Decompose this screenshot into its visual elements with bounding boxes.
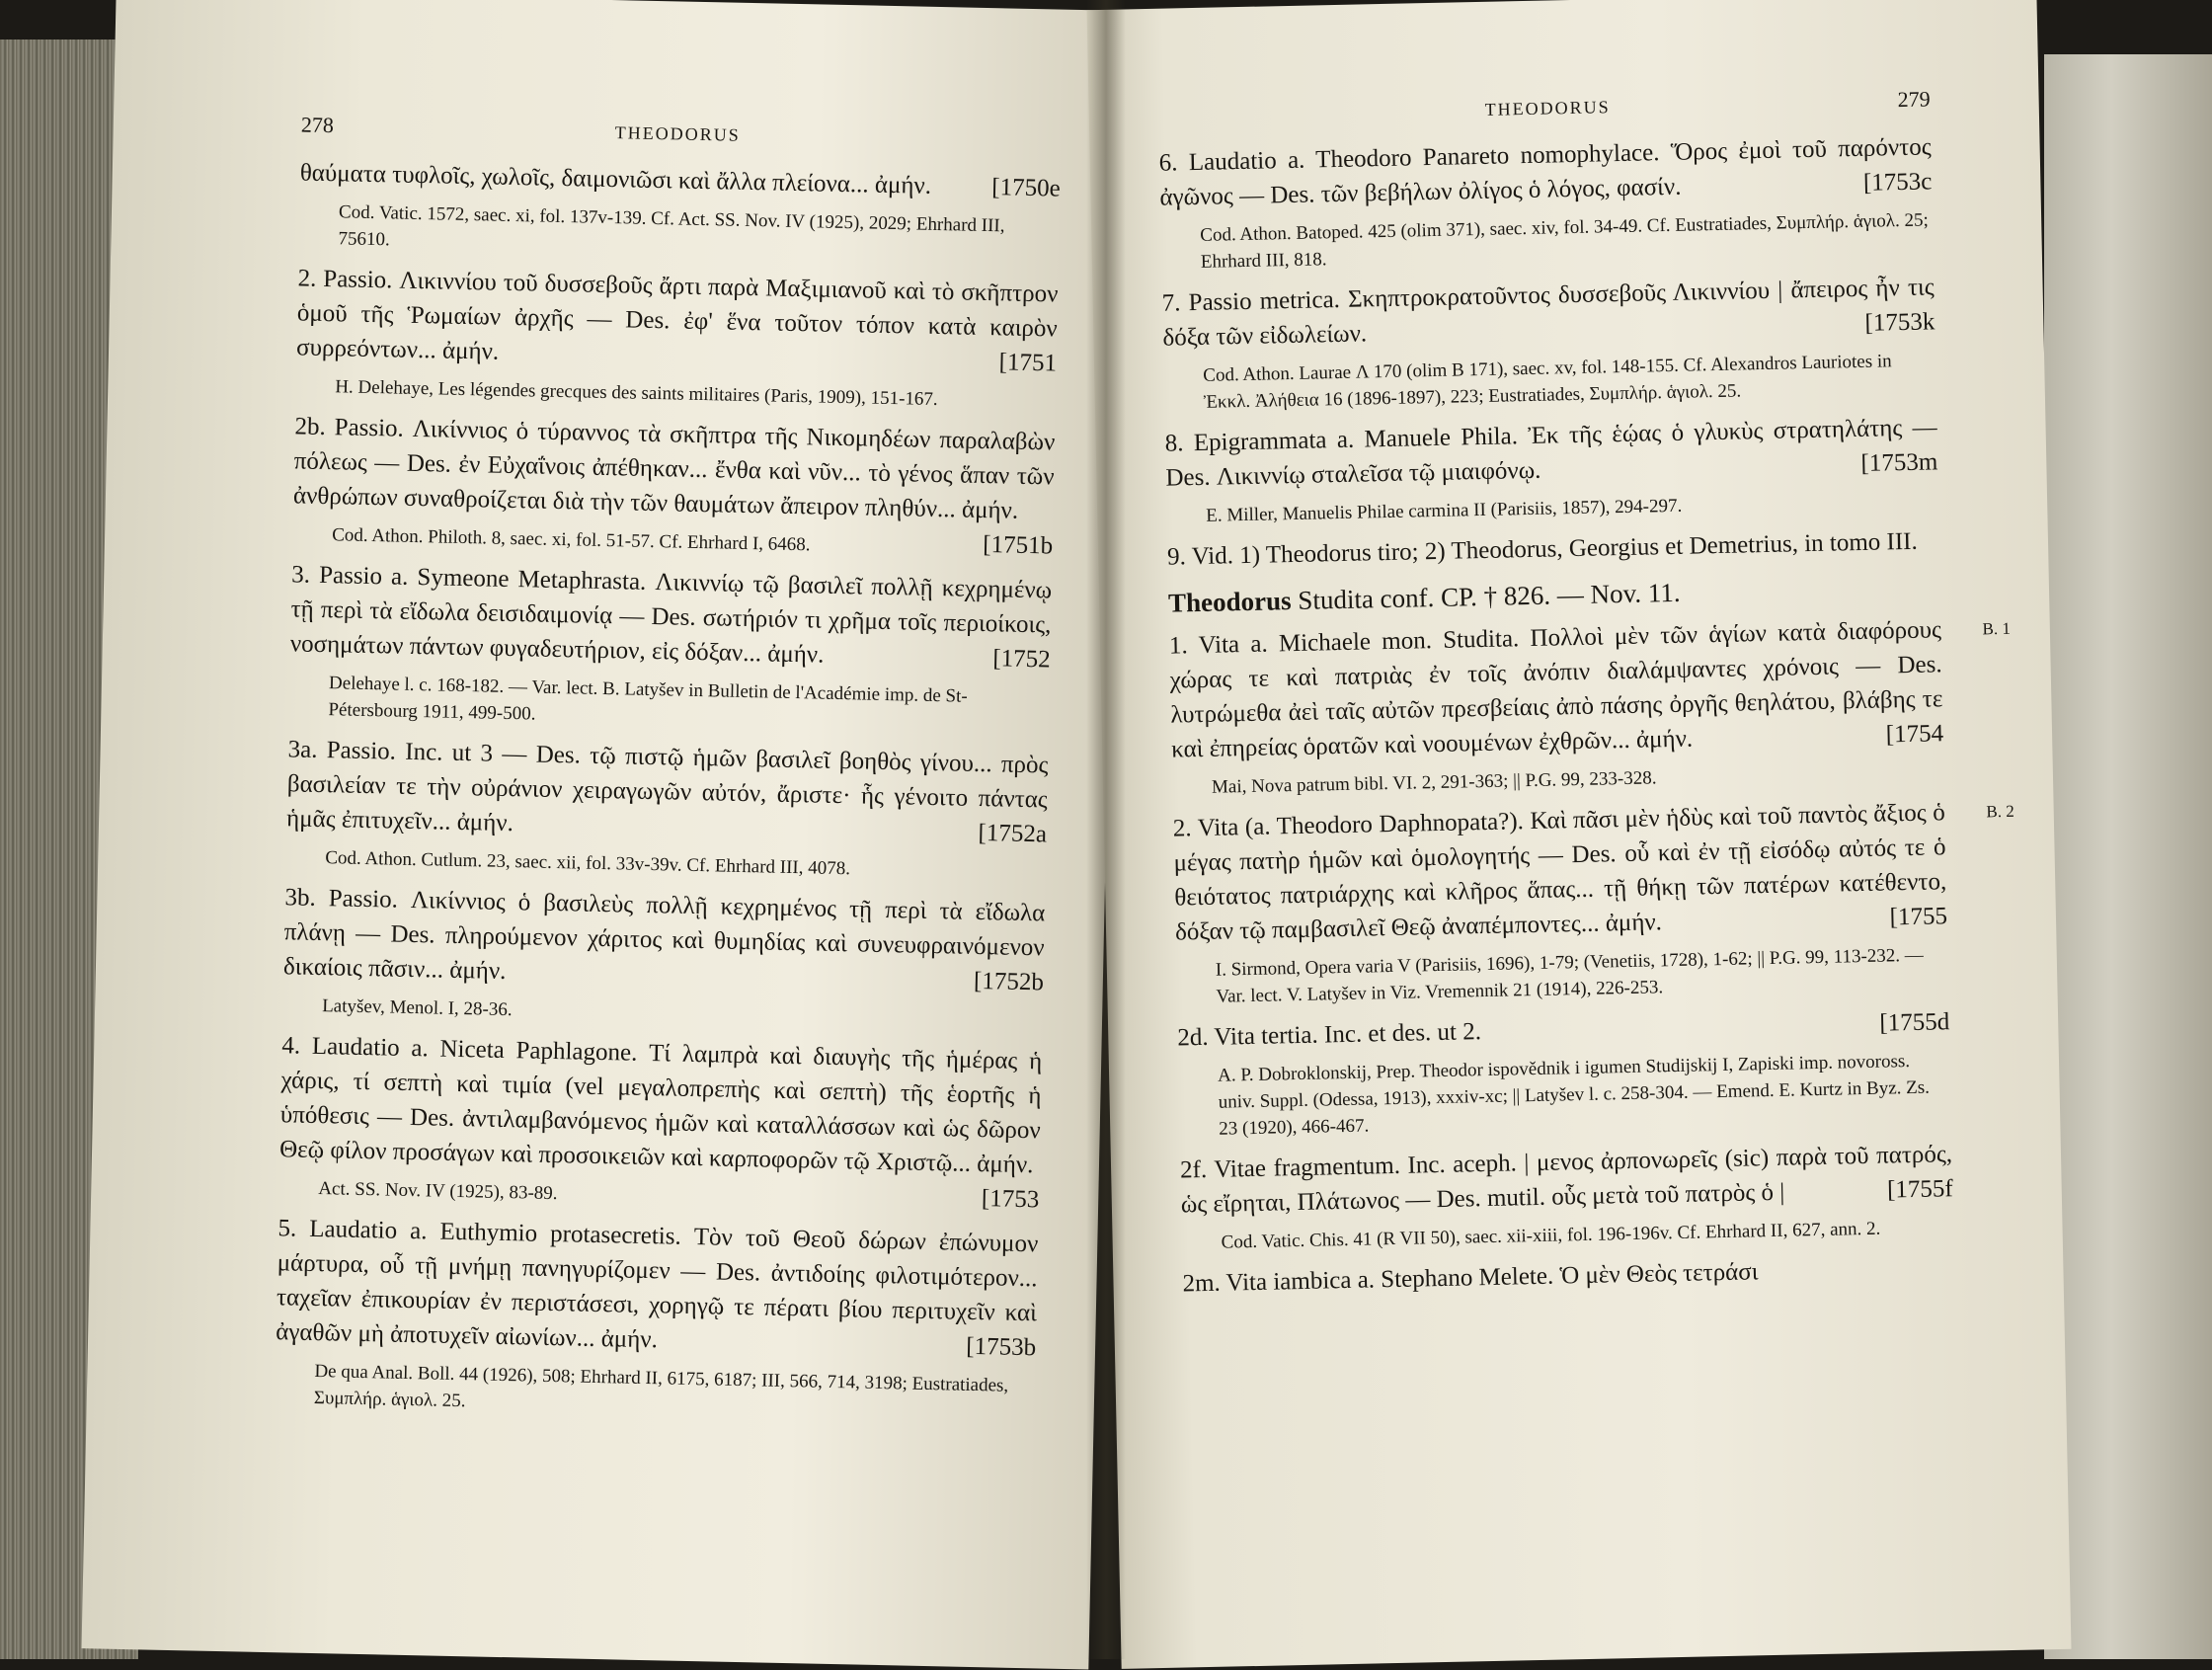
bhg-number: [1753m: [1860, 448, 1938, 477]
bhg-number: [1750e: [991, 174, 1061, 202]
right-running-head: [1157, 86, 1930, 127]
margin-note: B. 1: [1982, 618, 2012, 639]
entry-text: 2b. Passio. Λικίννιος ὁ τύραννος τὰ σκῆπτρα τῆς Νικομηδέων παραλαβὼν πόλεως — Des. ἐν Εὐχαΐνοις ἀπέθηκαν... ἔνθα καὶ νῦν... τὸ γένος ἅπαν τῶν ἀνθρώπων συναθροίζεται διὰ τὴν τῶν θαυμάτων ἄπειρον πληθύν... ἀμήν.: [292, 413, 1056, 524]
entry-reference: Act. SS. Nov. IV (1925), 83-89.: [318, 1178, 558, 1205]
entry-reference: De qua Anal. Boll. 44 (1926), 508; Ehrhard II, 6175, 6187; III, 566, 714, 3198; Eustratiades, Συμπλήρ. ἁγιολ. 25.: [313, 1361, 1009, 1412]
entry-reference: Cod. Athon. Philoth. 8, saec. xi, fol. 51-57. Cf. Ehrhard I, 6468.: [331, 524, 811, 556]
right-page: [1087, 0, 2072, 1669]
catalog-entry: [1168, 612, 2012, 766]
entry-text: 3a. Passio. Inc. ut 3 — Des. τῷ πιστῷ ἡμῶν βασιλεῖ βοηθὸς γίνου... πρὸς βασιλείαν τε τὴν οὐράνιον χειραγωγῶν αὐτόν, ἄριστε· ἧς γένοιτο πάντας ἡμᾶς ἐπιτυχεῖν... ἀμήν.: [285, 736, 1049, 837]
entry-text: 7. Passio metrica. Σκηπτροκρατοῦντος δυσσεβοῦς Λικιννίου | ἄπειρος ἦν τις δόξα τῶν εἰδωλείων.: [1161, 274, 1935, 352]
bhg-number: [1755d: [1879, 1008, 1950, 1037]
catalog-entry: [1158, 129, 1932, 214]
right-entries: [1158, 129, 1939, 574]
entry-text: 6. Laudatio a. Theodoro Panareto nomophylace. Ὅρος ἐμοὶ τοῦ παρόντος ἀγῶνος — Des. τῶν βεβήλων ὀλίγος ὁ λόγος, φασίν.: [1158, 133, 1932, 211]
entry-reference: Cod. Vatic. Chis. 41 (R VII 50), saec. xii-xiii, fol. 196-196v. Cf. Ehrhard II, 627, ann. 2.: [1221, 1218, 1881, 1253]
catalog-entry: [1177, 1004, 1950, 1055]
left-running-head: [301, 112, 1062, 153]
entry-text: 2. Passio. Λικιννίου τοῦ δυσσεβοῦς ἄρτι παρὰ Μαξιμιανοῦ καὶ τὸ σκῆπτρον ὁμοῦ τῆς Ῥωμαίων ἀρχῆς — Des. ἐφ' ἕνα τοῦτον τόπον κατὰ καιρὸν συρρεόντων... ἀμήν.: [295, 265, 1059, 365]
catalog-entry: [1180, 1137, 1953, 1222]
catalog-entry: [299, 155, 1061, 205]
entry-text: 2f. Vitae fragmentum. Inc. aceph. | μενος ἀρπονωρεῖς (sic) παρὰ τοῦ πατρός, ὡς εἴρηται, Πλάτωνος — Des. mutil. οὗς μετὰ τοῦ πατρὸς ὁ |: [1179, 1141, 1953, 1219]
bhg-number: [1753c: [1862, 168, 1933, 197]
entry-reference: Mai, Nova patrum bibl. VI. 2, 291-363; || P.G. 99, 233-328.: [1211, 767, 1657, 798]
right-page-number: 279: [1897, 86, 1931, 113]
bhg-number: [1753: [981, 1185, 1040, 1214]
catalog-entry: [1167, 523, 1940, 574]
right-running-title: THEODORUS: [1484, 97, 1611, 119]
bhg-number: [1753b: [966, 1332, 1037, 1362]
entry-text: 8. Epigrammata a. Manuele Phila. Ἐκ τῆς ἑῴας ὁ γλυκὺς στρατηλάτης — Des. Λικιννίῳ σταλεῖσα τῷ μιαιφόνῳ.: [1164, 414, 1937, 492]
section-heading-name: Theodorus: [1167, 586, 1292, 618]
entry-reference: A. P. Dobroklonskij, Prep. Theodor ispovědnik i igumen Studijskij I, Zapiski imp. novoross. univ. Suppl. (Odessa, 1913), xxxiv-xc; || Latyšev l. c. 258-304. — Emend. E. Kurtz in Byz. Zs. 23 (1920), 466-467.: [1217, 1051, 1931, 1140]
bhg-number: [1755f: [1886, 1175, 1953, 1204]
entry-text: 3b. Passio. Λικίννιος ὁ βασιλεὺς πολλῇ κεχρημένος τῇ περὶ τὰ εἴδωλα πλάνῃ — Des. πληρούμενον χάριτος καὶ θυμηδίας καὶ συνευφραινόμενον δικαίοις πᾶσιν... ἀμήν.: [282, 884, 1046, 985]
section-heading: [1168, 572, 1940, 618]
entry-text: 2. Vita (a. Theodoro Daphnopata?). Καὶ πᾶσι μὲν ἡδὺς καὶ τοῦ παντὸς ἄξιος ὁ μέγας πατὴρ ἡμῶν καὶ ὁμολογητής — Des. οὗ καὶ ἐν τῇ εἰσόδῳ αὐτός τε ὁ θειότατος πατριάρχης καὶ κλῆρος ἅπας... τῇ θήκῃ τῶν πατέρων κατέθεντο, δόξαν τῷ παμβασιλεῖ Θεῷ ἀναπέμποντες... ἀμήν.: [1172, 799, 1947, 946]
bhg-number: [1752a: [978, 819, 1048, 848]
entry-reference: Cod. Athon. Laurae Λ 170 (olim B 171), saec. xv, fol. 148-155. Cf. Alexandros Lauriotes in Ἐκκλ. Ἀλήθεια 16 (1896-1897), 223; Eustratiades, Συμπλήρ. ἁγιολ. 25.: [1203, 351, 1892, 413]
bhg-number: [1753k: [1864, 308, 1936, 337]
entry-text: θαύματα τυφλοῖς, χωλοῖς, δαιμονιῶσι καὶ ἄλλα πλείονα... ἀμήν.: [299, 159, 932, 199]
bhg-number: [1754: [1885, 720, 1944, 749]
bhg-number: [1752b: [973, 967, 1045, 996]
left-page: [82, 0, 1124, 1669]
entry-text: 9. Vid. 1) Theodorus tiro; 2) Theodorus, Georgius et Demetrius, in tomo III.: [1166, 527, 1918, 571]
catalog-entry: [276, 1211, 1039, 1365]
catalog-entry: [296, 261, 1059, 380]
catalog-entry: [283, 880, 1046, 999]
right-entries-studita: [1168, 612, 2014, 1301]
catalog-entry: [1164, 410, 1937, 495]
catalog-entry: [1182, 1250, 1955, 1301]
margin-note: B. 2: [1986, 801, 2014, 822]
catalog-entry: [286, 732, 1049, 851]
left-page-number: 278: [300, 112, 335, 138]
entry-text: 2m. Vita iambica a. Stephano Melete. Ὁ μὲν Θεὸς τετράσι: [1182, 1258, 1759, 1298]
entry-reference: I. Sirmond, Opera varia V (Parisiis, 1696), 1-79; (Venetiis, 1728), 1-62; || P.G. 99, 113-232. — Var. lect. V. Latyšev in Viz. Vremennik 21 (1914), 226-253.: [1215, 944, 1925, 1007]
bhg-number: [1755: [1889, 903, 1948, 931]
entry-reference: Cod. Athon. Cutlum. 23, saec. xii, fol. 33v-39v. Cf. Ehrhard III, 4078.: [325, 847, 851, 880]
left-entries: [275, 155, 1061, 1426]
entry-text: 2d. Vita tertia. Inc. et des. ut 2.: [1177, 1018, 1482, 1052]
catalog-entry: [1172, 795, 2014, 949]
entry-reference: Cod. Athon. Batoped. 425 (olim 371), saec. xiv, fol. 34-49. Cf. Eustratiades, Συμπλήρ. ἁγιολ. 25; Ehrhard III, 818.: [1200, 209, 1930, 273]
left-running-title: THEODORUS: [614, 122, 741, 145]
entry-text: 5. Laudatio a. Euthymio protasecretis. Τὸν τοῦ Θεοῦ δώρων ἐπώνυμον μάρτυρα, οὗ τῇ μνήμῃ πανηγυρίζομεν — Des. ἀντιδοίης φιλοτιμότερον... ταχεῖαν ἐπικουρίαν ἐν περιστάσεσι, χορηγῷ τε πέρατι βίου περιτυχεῖν καὶ ἀγαθῶν μὴ ἀποτυχεῖν αἰωνίων... ἀμήν.: [275, 1215, 1039, 1354]
entry-reference: H. Delehaye, Les légendes grecques des saints militaires (Paris, 1909), 151-167.: [335, 376, 938, 411]
entry-reference: E. Miller, Manuelis Philae carmina II (Parisiis, 1857), 294-297.: [1206, 495, 1683, 526]
catalog-entry: [290, 557, 1053, 676]
catalog-entry: [1161, 270, 1935, 355]
book-page-edges-right: [2044, 54, 2212, 1659]
book-gutter: [1086, 0, 1126, 1659]
entry-text: 4. Laudatio a. Niceta Paphlagone. Τί λαμπρὰ καὶ διαυγὴς τῆς ἡμέρας ἡ χάρις, τί σεπτὴ καὶ τιμία (vel μεγαλοπρεπὴς καὶ σεπτὴ) τῆς ἑορτῆς ἡ ὑπόθεσις — Des. ἀντιλαμβανόμενος ἡμῶν καὶ καταλλάσσων καὶ ὡς δῶρον Θεῷ φίλον προσάγων καὶ προσοικειῶν καὶ καρποφορῶν τῷ Χριστῷ... ἀμήν.: [278, 1032, 1043, 1179]
entry-reference: Delehaye l. c. 168-182. — Var. lect. B. Latyšev in Bulletin de l'Académie imp. de St-Pétersbourg 1911, 499-500.: [328, 673, 968, 725]
entry-text: 1. Vita a. Michaele mon. Studita. Πολλοὶ μὲν τῶν ἁγίων κατὰ διαφόρους χώρας τε καὶ πατριὰς ἐν τοῖς ἀνόπιν διαλάμψαντες χρόνοις — Des. λυτρώμεθα ἀεὶ ταῖς αὐτῶν πρεσβείαις ἀπὸ πάσης ὀργῆς θεηλάτου, βλάβης τε καὶ ἐπηρείας ὁρατῶν καὶ νοουμένων ἐχθρῶν... ἀμήν.: [1168, 616, 1943, 763]
entry-reference: Cod. Vatic. 1572, saec. xi, fol. 137v-139. Cf. Act. SS. Nov. IV (1925), 2029; Ehrhard III, 75610.: [338, 201, 1005, 251]
bhg-number: [1751b: [983, 531, 1054, 560]
section-heading-rest: Studita conf. CP. † 826. — Nov. 11.: [1298, 577, 1681, 615]
bhg-number: [1751: [998, 349, 1058, 377]
bhg-number: [1752: [992, 645, 1051, 674]
entry-reference: Latyšev, Menol. I, 28-36.: [321, 995, 513, 1021]
entry-text: 3. Passio a. Symeone Metaphrasta. Λικιννίῳ τῷ βασιλεῖ πολλῇ κεχρημένῳ τῇ περὶ τὰ εἴδωλα δεισιδαιμονίᾳ — Des. σωτήριόν τι χρῆμα τοῖς περιοίκοις, νοσημάτων πάντων φυγαδευτήριον, εἰς δόξαν... ἀμήν.: [289, 561, 1053, 669]
